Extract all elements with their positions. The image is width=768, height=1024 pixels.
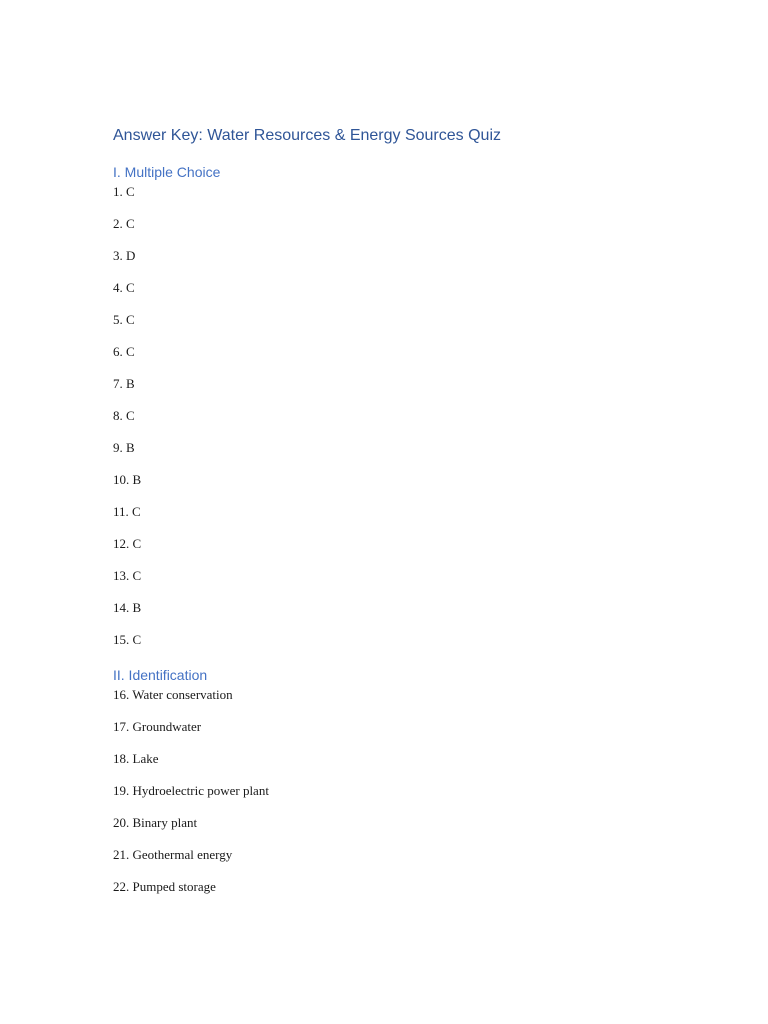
answer-item: 8. C: [113, 408, 135, 423]
section-heading-identification: II. Identification: [113, 667, 208, 683]
page-title: Answer Key: Water Resources & Energy Sources Quiz: [113, 127, 501, 144]
answer-item: 9. B: [113, 440, 135, 455]
section-heading-multiple-choice: I. Multiple Choice: [113, 164, 221, 180]
answer-item: 7. B: [113, 376, 135, 391]
answer-item: 6. C: [113, 344, 135, 359]
answer-item: 1. C: [113, 184, 135, 199]
answer-item: 12. C: [113, 536, 142, 551]
answer-item: 20. Binary plant: [113, 815, 198, 830]
answer-item: 11. C: [113, 504, 141, 519]
answer-item: 13. C: [113, 568, 142, 583]
answer-item: 15. C: [113, 632, 142, 647]
answer-item: 5. C: [113, 312, 135, 327]
answer-list-multiple-choice: [113, 182, 673, 650]
document-body: [113, 124, 673, 897]
answer-item: 16. Water conservation: [113, 687, 233, 702]
answer-item: 21. Geothermal energy: [113, 847, 233, 862]
answer-item: 22. Pumped storage: [113, 879, 216, 894]
answer-item: 19. Hydroelectric power plant: [113, 783, 269, 798]
answer-item: 18. Lake: [113, 751, 159, 766]
answer-list-identification: [113, 685, 673, 897]
answer-item: 4. C: [113, 280, 135, 295]
answer-item: 17. Groundwater: [113, 719, 202, 734]
answer-item: 3. D: [113, 248, 136, 263]
answer-item: 2. C: [113, 216, 135, 231]
answer-item: 10. B: [113, 472, 142, 487]
answer-item: 14. B: [113, 600, 142, 615]
